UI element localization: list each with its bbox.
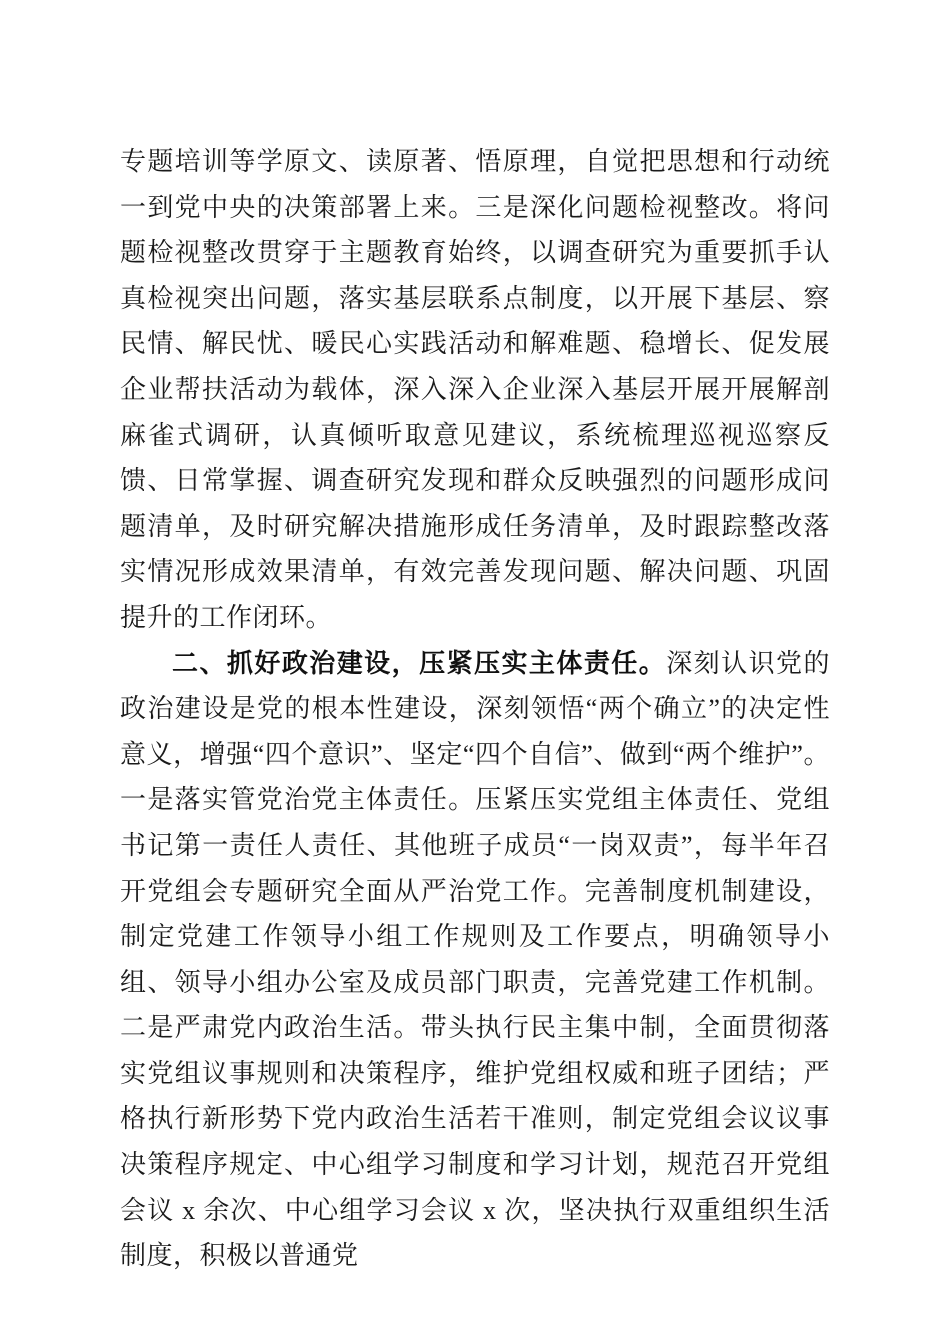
- paragraph-section-two: [120, 641, 830, 1279]
- document-body: [120, 139, 830, 1279]
- paragraph-continuation: [120, 139, 830, 641]
- paragraph-text: 专题培训等学原文、读原著、悟原理，自觉把思想和行动统一到党中央的决策部署上来。三是深化问题检视整改。将问题检视整改贯穿于主题教育始终，以调查研究为重要抓手认真检视突出问题，落实基层联系点制度，以开展下基层、察民情、解民忧、暖民心实践活动和解难题、稳增长、促发展企业帮扶活动为载体，深入深入企业深入基层开展开展解剖麻雀式调研，认真倾听取意见建议，系统梳理巡视巡察反馈、日常掌握、调查研究发现和群众反映强烈的问题形成问题清单，及时研究解决措施形成任务清单，及时跟踪整改落实情况形成效果清单，有效完善发现问题、解决问题、巩固提升的工作闭环。: [120, 147, 830, 632]
- section-heading: 二、抓好政治建设，压紧压实主体责任。: [172, 647, 667, 678]
- paragraph-text: 深刻认识党的政治建设是党的根本性建设，深刻领悟“两个确立”的决定性意义，增强“四个意识”、坚定“四个自信”、做到“两个维护”。一是落实管党治党主体责任。压紧压实党组主体责任、党组书记第一责任人责任、其他班子成员“一岗双责”，每半年召开党组会专题研究全面从严治党工作。完善制度机制建设，制定党建工作领导小组工作规则及工作要点，明确领导小组、领导小组办公室及成员部门职责，完善党建工作机制。二是严肃党内政治生活。带头执行民主集中制，全面贯彻落实党组议事规则和决策程序，维护党组权威和班子团结；严格执行新形势下党内政治生活若干准则，制定党组会议议事决策程序规定、中心组学习制度和学习计划，规范召开党组会议 x 余次、中心组学习会议 x 次，坚决执行双重组织生活制度，积极以普通党: [120, 648, 830, 1271]
